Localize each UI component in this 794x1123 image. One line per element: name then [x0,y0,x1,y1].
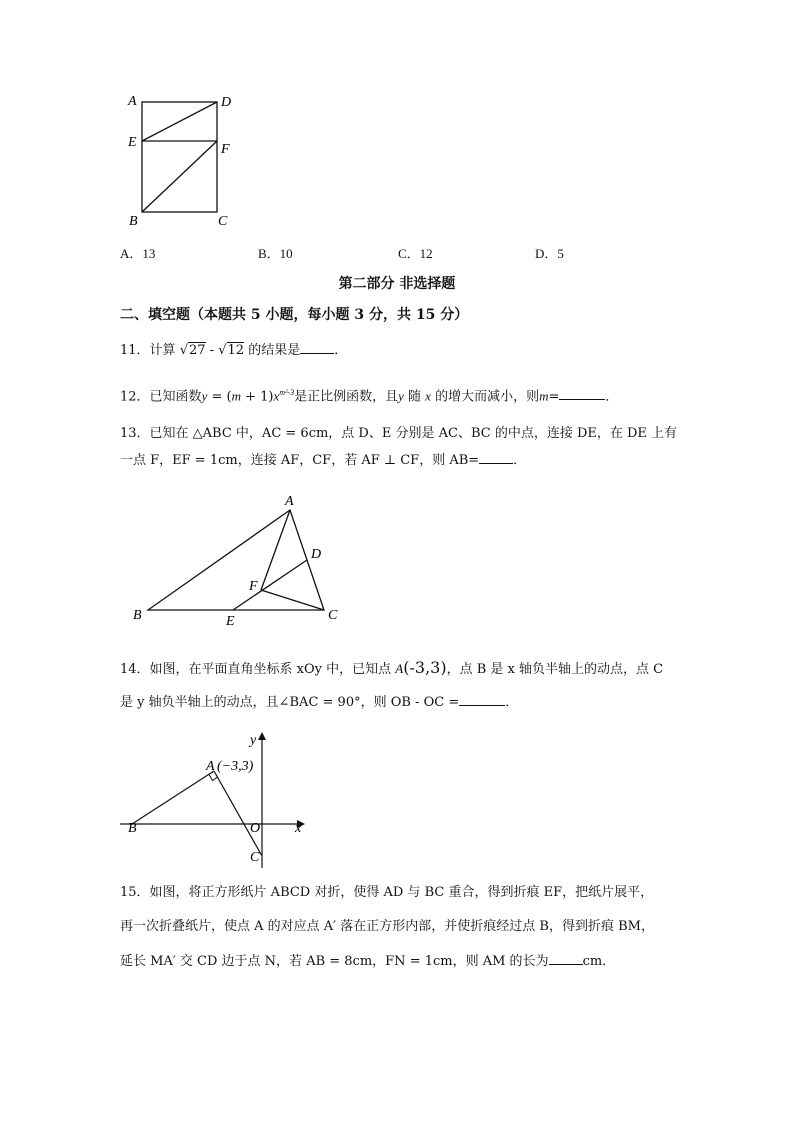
label-y: y [250,733,257,748]
option-c[interactable]: C．12 [398,246,433,261]
question-15-line2: 再一次折叠纸片，使点 A 的对应点 A′ 落在正方形内部，并使折痕经过点 B，得到折痕 BM， [120,919,654,934]
sqrt-12: √12 [218,343,245,358]
label-a: A [128,94,137,109]
question-14-line2: 是 y 轴负半轴上的动点，且∠BAC = 90°，则 OB - OC = ． [120,692,518,713]
label-a: A [206,759,215,774]
question-13-line2: 一点 F，EF = 1cm，连接 AF，CF，若 AF ⊥ CF，则 AB= ． [120,450,526,471]
answer-blank-11[interactable] [300,340,334,354]
part2-title: 第二部分 非选择题 [338,276,456,292]
label-d: D [311,547,322,562]
question-13-line1: 13．已知在 △ABC 中，AC = 6cm，点 D、E 分别是 AC、BC 的中点，连接 DE，在 DE 上有 [120,426,678,441]
label-f: F [221,142,230,157]
label-c: C [328,608,338,623]
label-b: B [133,608,142,623]
label-e: E [128,135,137,150]
label-e: E [226,614,235,629]
option-a[interactable]: A．13 [120,246,156,261]
question-14-line1: 14．如图，在平面直角坐标系 xOy 中，已知点 A(-3,3)，点 B 是 x 轴负半轴上的动点，点 C [120,658,664,677]
label-f: F [249,579,258,594]
question-15-line1: 15．如图，将正方形纸片 ABCD 对折，使得 AD 与 BC 重合，得到折痕 EF，把纸片展平， [120,885,654,900]
label-d: D [221,95,232,110]
label-c: C [218,214,228,229]
question-15-line3: 延长 MA′ 交 CD 边于点 N，若 AB = 8cm，FN = 1cm，则 AM 的长为 cm． [120,951,615,972]
label-c: C [250,850,260,865]
label-coord-a: (−3,3) [217,759,254,774]
option-b[interactable]: B．10 [258,246,293,261]
label-a: A [285,494,294,509]
label-x: x [295,821,302,836]
label-b: B [128,821,137,836]
question-12: 12．已知函数$y = (m + 1)x^{m^2-3}$是正比例函数，且y 随 x 的增大而减小，则m= ． [120,388,619,405]
figure-triangle-abc [125,488,355,633]
figure-rectangle-abcd [120,88,250,233]
answer-blank-14[interactable] [459,692,505,706]
answer-blank-13[interactable] [479,450,513,464]
question-11: 11．计算 √27 - √12 的结果是 ． [120,340,347,361]
answer-blank-12[interactable] [559,386,605,400]
sqrt-27: √27 [179,343,206,358]
label-o: O [250,821,261,836]
option-d[interactable]: D．5 [535,246,564,261]
label-b: B [129,214,138,229]
section2-title: 二、填空题（本题共 5 小题，每小题 3 分，共 15 分） [120,307,469,323]
figure-coordinate-plane [115,728,315,873]
answer-blank-15[interactable] [549,951,583,965]
